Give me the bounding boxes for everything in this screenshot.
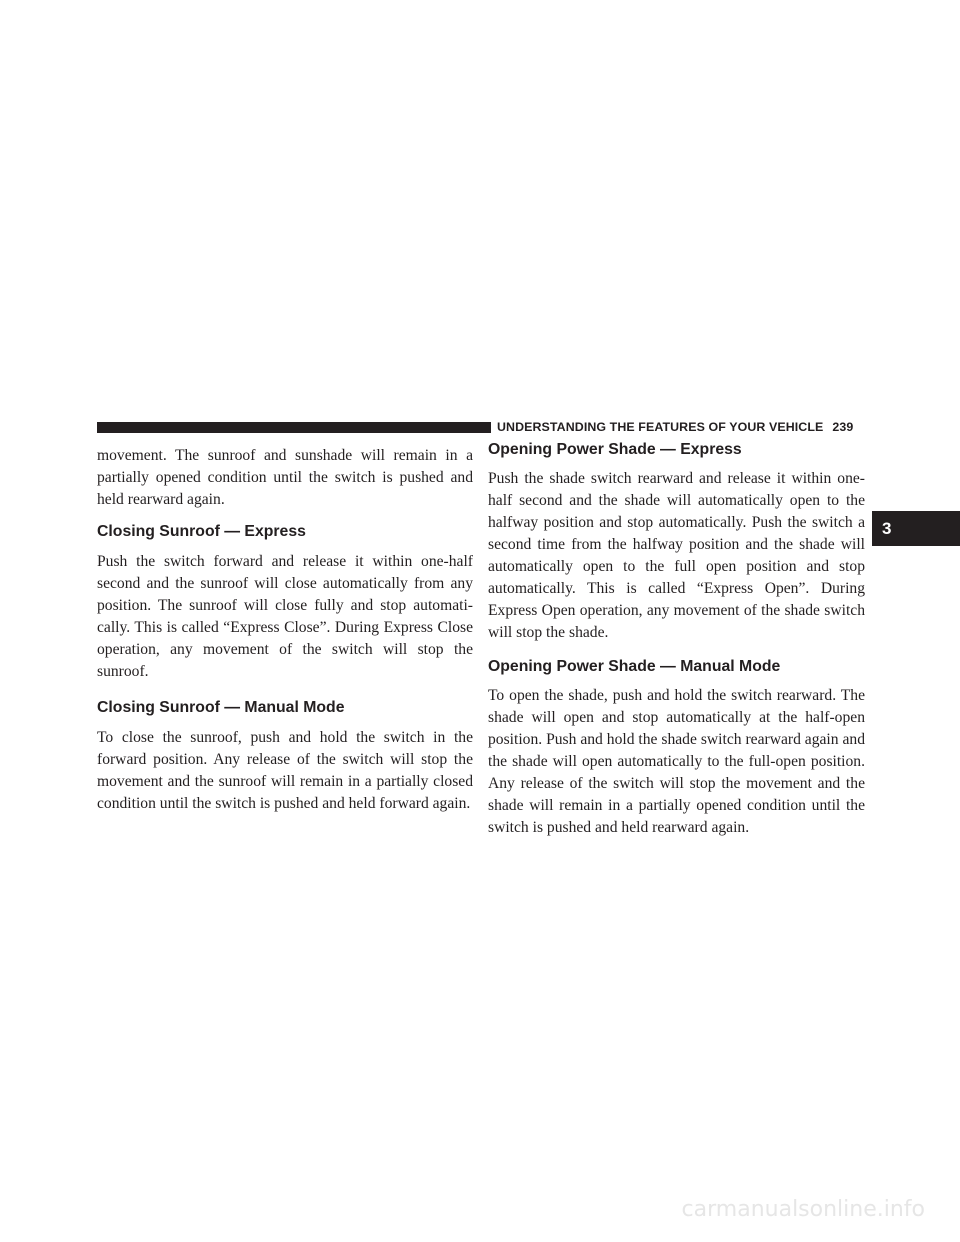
body-closing-sunroof-manual: To close the sunroof, push and hold the switch in the forward position. Any release of the switch will stop the movement and the sunroof will remain in a partially closed condition until the switch is pushed and held forward again. — [97, 729, 473, 812]
chapter-tab: 3 — [872, 511, 960, 546]
running-header — [497, 418, 865, 437]
footer-watermark: carmanualsonline.info — [681, 1197, 925, 1222]
header-rule — [97, 422, 491, 433]
body-opening-shade-express: Push the shade switch rearward and release it within one-half second and the shade will automatically open to the halfway position and stop automatically. Push the switch a second time from the halfway position and the shade will automatically open to the full open position and stop automatically. This is called “Express Open”. During Express Open operation, any movement of the shade switch will stop the shade. — [488, 470, 865, 641]
right-column — [488, 439, 865, 839]
heading-closing-sunroof-manual: Closing Sunroof — Manual Mode — [97, 699, 345, 716]
heading-closing-sunroof-express: Closing Sunroof — Express — [97, 523, 306, 540]
section-title: UNDERSTANDING THE FEATURES OF YOUR VEHICLE — [497, 420, 824, 434]
body-closing-sunroof-express: Push the switch forward and release it within one-half second and the sunroof will close automatically from any position. The sunroof will close fully and stop automati-cally. This is called “Express Close”. During Express Close operation, any movement of the switch will stop the sunroof. — [97, 553, 473, 680]
page-number: 239 — [832, 420, 854, 434]
heading-opening-shade-manual: Opening Power Shade — Manual Mode — [488, 658, 781, 675]
heading-opening-shade-express: Opening Power Shade — Express — [488, 441, 742, 458]
body-opening-shade-manual: To open the shade, push and hold the switch rearward. The shade will open and stop automatically at the half-open position. Push and hold the shade switch rearward again and the shade will open automatically to the full-open position. Any release of the switch will stop the movement and the shade will remain in a partially opened condition until the switch is pushed and held rearward again. — [488, 687, 865, 836]
left-column — [97, 445, 473, 815]
intro-paragraph: movement. The sunroof and sunshade will remain in a partially opened condition until the switch is pushed and held rearward again. — [97, 447, 473, 508]
